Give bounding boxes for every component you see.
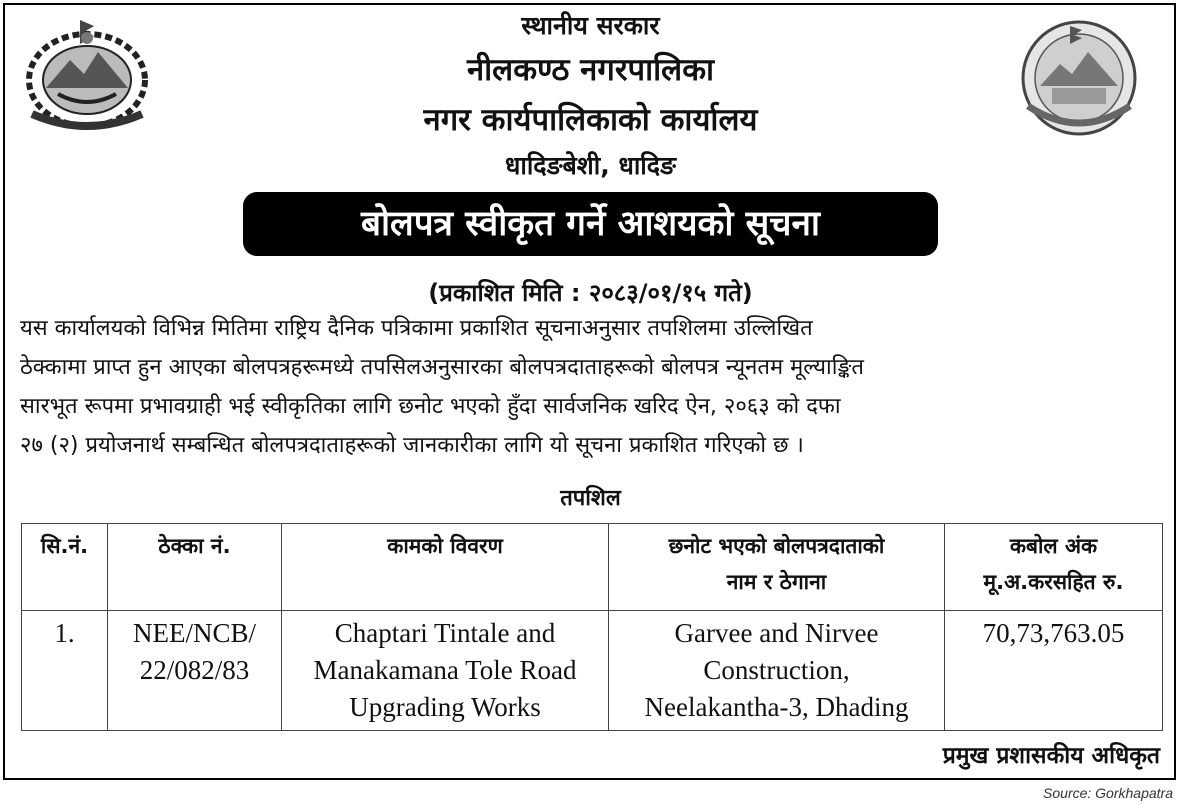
published-date: (प्रकाशित मिति : २०८३/०१/१५ गते) (428, 279, 753, 307)
cell-selected-bidder: Garvee and Nirvee Construction, Neelakantha-3, Dhading (609, 611, 945, 731)
header-local-government: स्थानीय सरकार (521, 11, 660, 40)
header-office-name: नगर कार्यपालिकाको कार्यालय (423, 102, 758, 138)
body-line-3: सारभूत रूपमा प्रभावग्राही भई स्वीकृतिका लागि छनोट भएको हुँदा सार्वजनिक खरिद ऐन, २०६३ को दफा (20, 394, 841, 419)
header-work-description: कामको विवरण (282, 524, 609, 611)
notice-title: बोलपत्र स्वीकृत गर्ने आशयको सूचना (360, 204, 820, 244)
body-line-4: २७ (२) प्रयोजनार्थ सम्बन्धित बोलपत्रदाताहरूको जानकारीका लागि यो सूचना प्रकाशित गरिएको छ । (20, 433, 804, 458)
body-line-2: ठेक्कामा प्राप्त हुन आएका बोलपत्रहरूमध्ये तपसिलअनुसारका बोलपत्रदाताहरूको बोलपत्र न्यूनतम मूल्याङ्कित (20, 355, 864, 380)
signatory-title: प्रमुख प्रशासकीय अधिकृत (942, 743, 1160, 769)
header-serial-number: सि.नं. (22, 524, 108, 611)
award-table (21, 523, 1163, 731)
header-municipality-name: नीलकण्ठ नगरपालिका (466, 52, 715, 88)
header-address: धादिङबेशी, धादिङ (504, 151, 676, 180)
table-row (22, 611, 1163, 731)
cell-work-description: Chaptari Tintale and Manakamana Tole Road Upgrading Works (282, 611, 609, 731)
header-contract-number: ठेक्का नं. (108, 524, 282, 611)
table-header-row (22, 524, 1163, 611)
header-bid-amount: कबोल अंक मू.अ.करसहित रु. (945, 524, 1163, 611)
body-line-1: यस कार्यालयको विभिन्न मितिमा राष्ट्रिय दैनिक पत्रिकामा प्रकाशित सूचनाअनुसार तपशिलमा उल्लिखित (20, 316, 813, 341)
notice-title-banner (243, 192, 938, 256)
schedule-title: तपशिल (560, 486, 621, 511)
cell-serial-number: 1. (22, 611, 108, 731)
header-selected-bidder: छनोट भएको बोलपत्रदाताको नाम र ठेगाना (609, 524, 945, 611)
source-credit: Source: Gorkhapatra (1043, 785, 1173, 801)
cell-bid-amount: 70,73,763.05 (945, 611, 1163, 731)
cell-contract-number: NEE/NCB/ 22/082/83 (108, 611, 282, 731)
